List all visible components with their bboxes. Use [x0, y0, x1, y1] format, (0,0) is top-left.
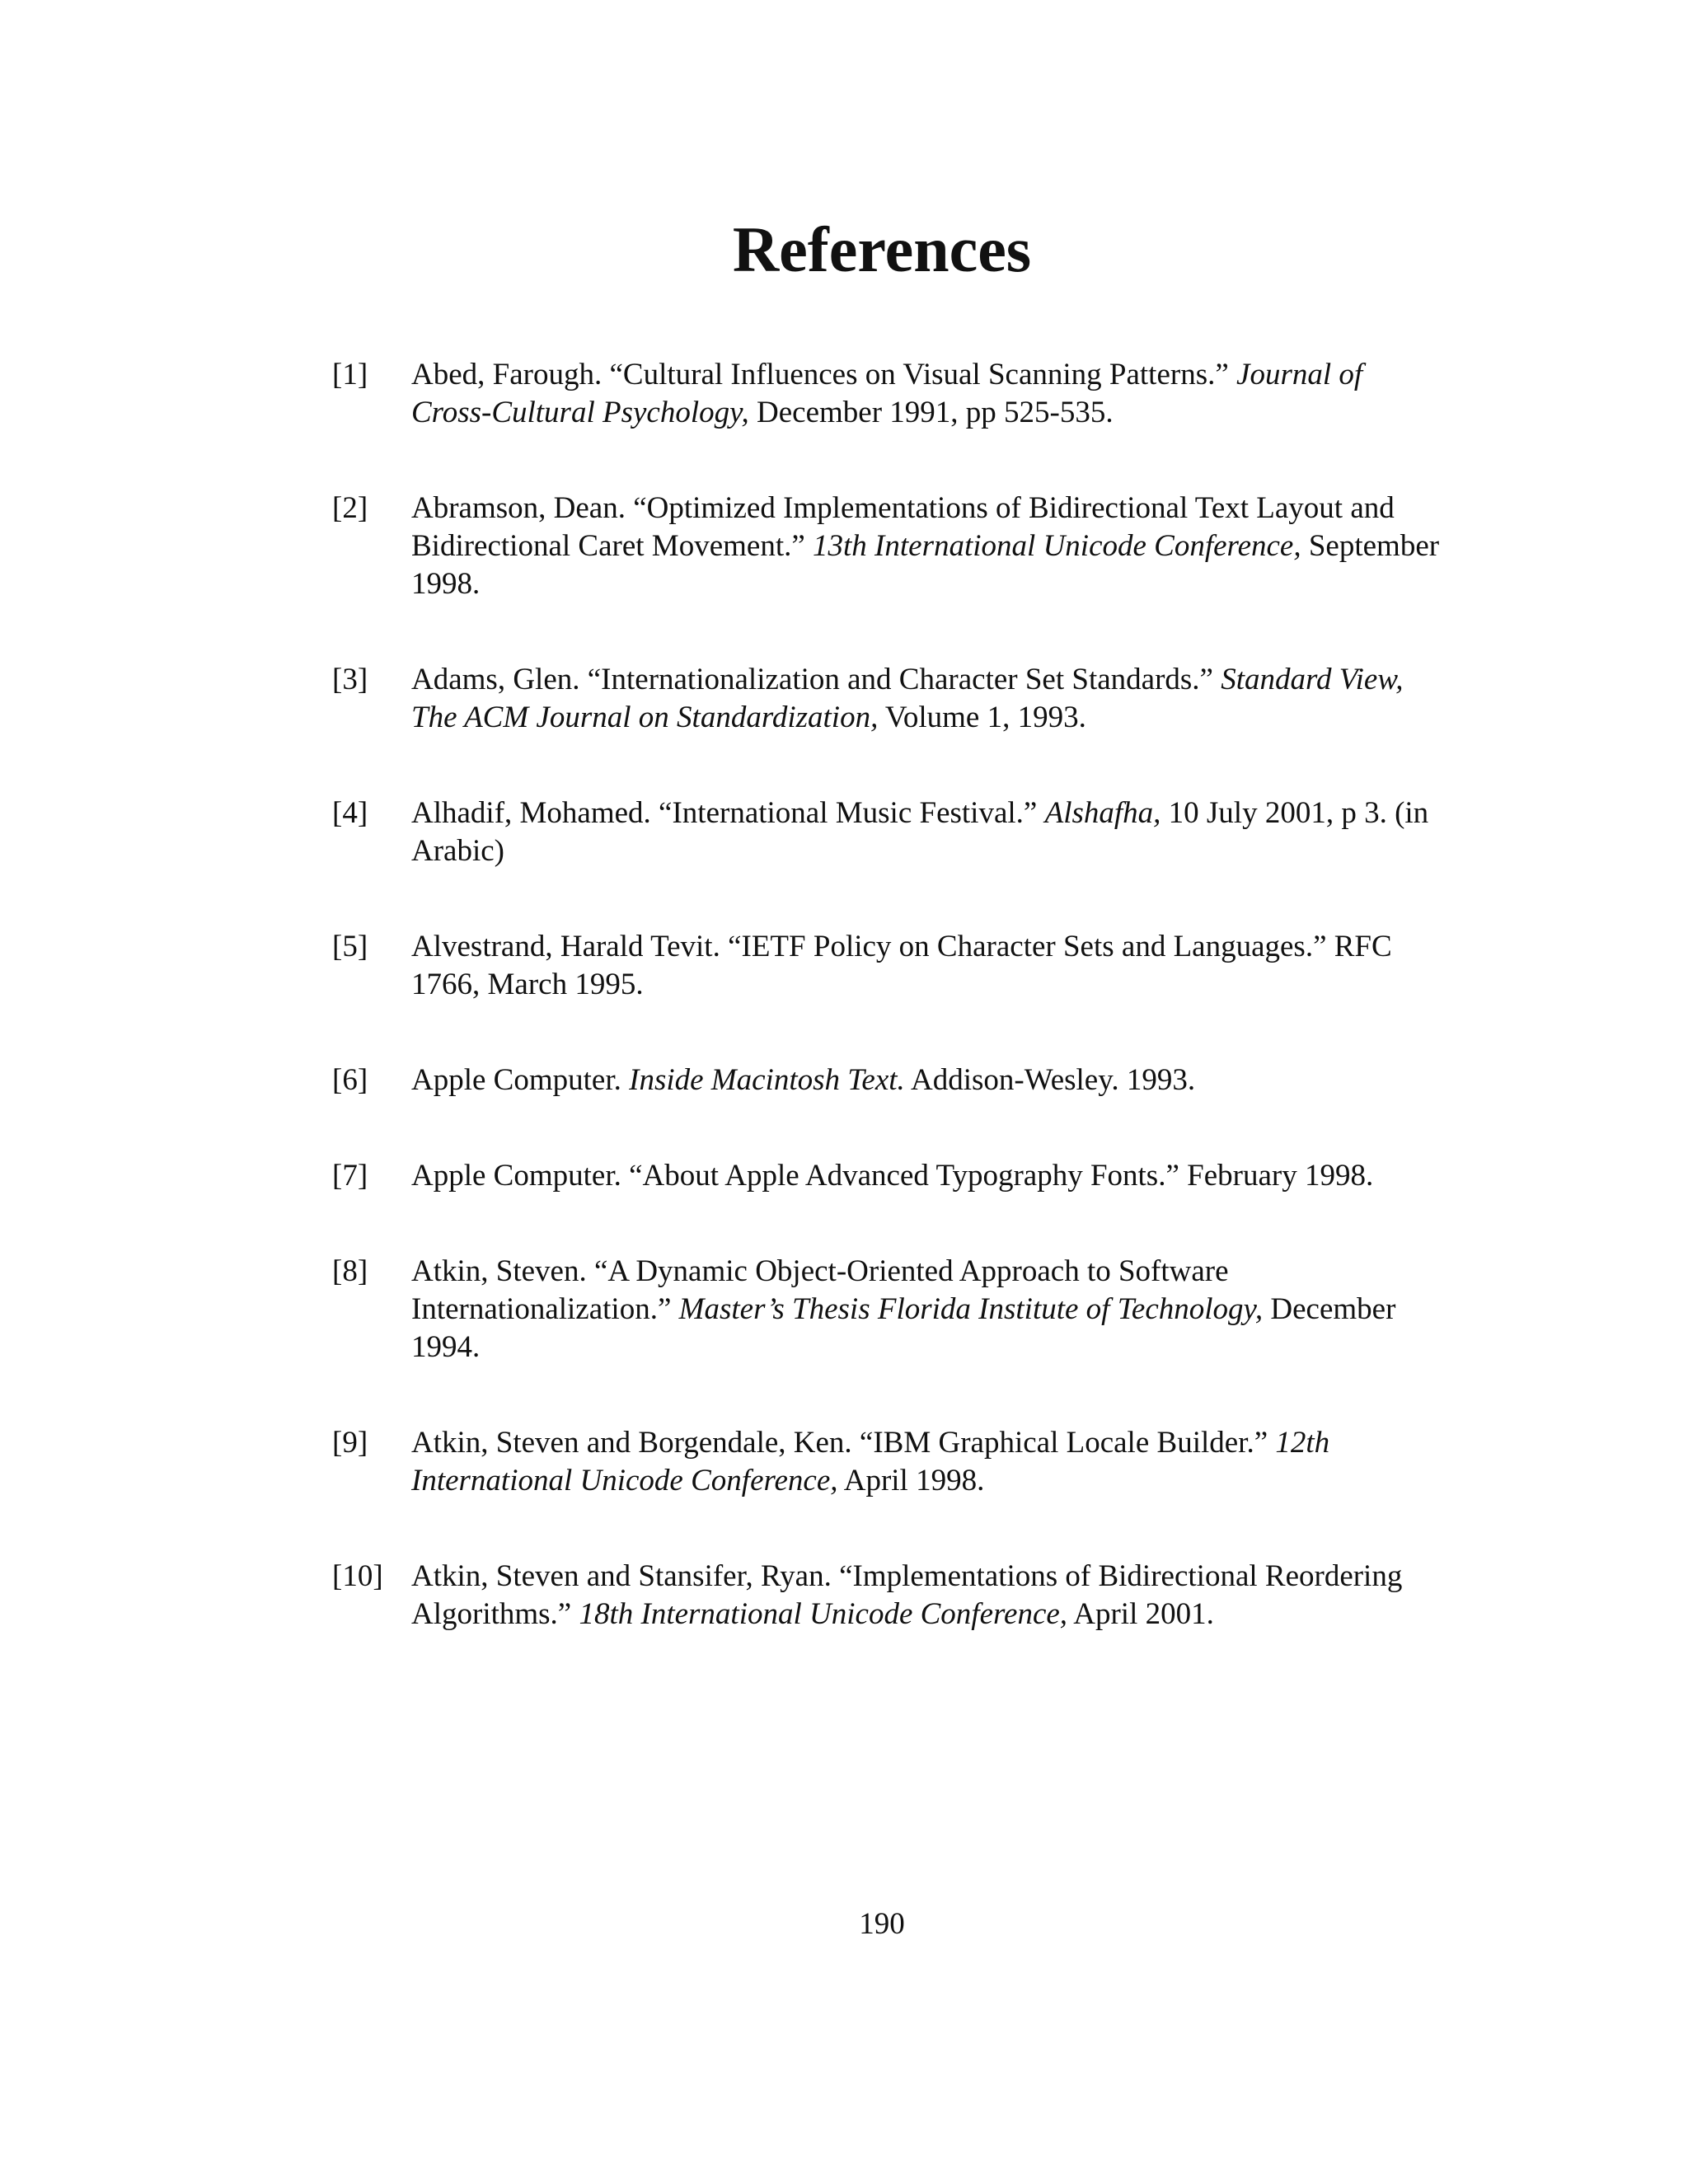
reference-item	[332, 1157, 1445, 1195]
reference-text	[411, 1558, 1445, 1633]
reference-body: Apple Computer. “About Apple Advanced Typography Fonts.” February 1998.	[411, 1159, 1374, 1193]
reference-body: Alhadif, Mohamed. “International Music Festival.”	[411, 796, 1045, 830]
reference-source: Master’s Thesis Florida Institute of Technology,	[678, 1292, 1264, 1326]
reference-details: December 1994.	[411, 1292, 1396, 1364]
reference-number: [10]	[332, 1559, 383, 1593]
reference-item	[332, 1558, 1445, 1633]
reference-source: Inside Macintosh Text.	[629, 1063, 905, 1097]
reference-text	[411, 1062, 1445, 1099]
reference-number: [6]	[332, 1063, 368, 1097]
reference-text	[411, 1253, 1445, 1366]
reference-body: Atkin, Steven and Borgendale, Ken. “IBM Graphical Locale Builder.”	[411, 1426, 1276, 1460]
reference-item	[332, 1424, 1445, 1500]
reference-body: Adams, Glen. “Internationalization and Character Set Standards.”	[411, 663, 1221, 696]
reference-number: [1]	[332, 358, 368, 391]
reference-text	[411, 1424, 1445, 1500]
reference-details: April 1998.	[837, 1464, 985, 1497]
reference-source: 18th International Unicode Conference,	[579, 1597, 1068, 1631]
reference-item	[332, 490, 1445, 603]
reference-body: Abramson, Dean. “Optimized Implementations of Bidirectional Text Layout and Bidirectional Caret Movement.”	[411, 491, 1395, 563]
reference-number: [2]	[332, 491, 368, 525]
reference-list	[332, 356, 1445, 1691]
reference-item	[332, 1062, 1445, 1099]
reference-details: Volume 1, 1993.	[878, 701, 1086, 734]
reference-number: [8]	[332, 1254, 368, 1288]
reference-details: December 1991, pp 525-535.	[748, 396, 1114, 429]
reference-number: [4]	[332, 796, 368, 830]
page-number: 190	[859, 1907, 905, 1941]
reference-body: Abed, Farough. “Cultural Influences on Visual Scanning Patterns.”	[411, 358, 1237, 391]
reference-details: September 1998.	[411, 529, 1440, 601]
reference-source: 12th International Unicode Conference,	[411, 1426, 1330, 1497]
reference-item	[332, 661, 1445, 737]
reference-body: Atkin, Steven and Stansifer, Ryan. “Implementations of Bidirectional Reordering Algorithms.”	[411, 1559, 1403, 1631]
reference-text	[411, 794, 1445, 870]
reference-number: [7]	[332, 1159, 368, 1193]
reference-item	[332, 928, 1445, 1004]
reference-item	[332, 356, 1445, 432]
reference-text	[411, 356, 1445, 432]
reference-text	[411, 1157, 1445, 1195]
reference-text	[411, 661, 1445, 737]
reference-body: Atkin, Steven. “A Dynamic Object-Oriented Approach to Software Internationalization.”	[411, 1254, 1229, 1326]
reference-source: Standard View, The ACM Journal on Standardization,	[411, 663, 1404, 734]
reference-item	[332, 794, 1445, 870]
reference-source: 13th International Unicode Conference,	[813, 529, 1301, 563]
reference-source: Alshafha,	[1044, 796, 1161, 830]
reference-details: Addison-Wesley. 1993.	[904, 1063, 1196, 1097]
reference-body: Apple Computer.	[411, 1063, 630, 1097]
reference-details: April 2001.	[1067, 1597, 1214, 1631]
reference-number: [9]	[332, 1426, 368, 1460]
reference-item	[332, 1253, 1445, 1366]
reference-text	[411, 928, 1445, 1004]
reference-details: 10 July 2001, p 3. (in Arabic)	[411, 796, 1429, 868]
page-title: References	[732, 213, 1032, 285]
reference-text	[411, 490, 1445, 603]
reference-source: Journal of Cross-Cultural Psychology,	[411, 358, 1363, 429]
reference-number: [3]	[332, 663, 368, 696]
reference-body: Alvestrand, Harald Tevit. “IETF Policy on Character Sets and Languages.” RFC 1766, March 1995.	[411, 930, 1392, 1001]
reference-number: [5]	[332, 930, 368, 963]
